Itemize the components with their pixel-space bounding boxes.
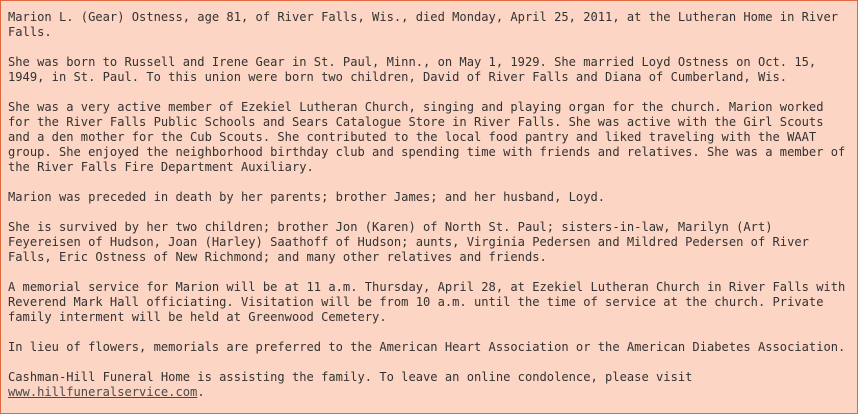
obituary-paragraph-6: A memorial service for Marion will be at 11 a.m. Thursday, April 28, at Ezekiel Lutheran Church in River Falls with Reverend Mark Hall officiating. Visitation will be from 10 a.m. until the time of service at the church. Private family interment will be held at Greenwood Cemetery. bbox=[8, 280, 846, 324]
obituary-paragraph-4: Marion was preceded in death by her parents; brother James; and her husband, Loyd. bbox=[8, 190, 606, 204]
obituary-paragraph-5: She is survived by her two children; brother Jon (Karen) of North St. Paul; sisters-in-law, Marilyn (Art) Feyereisen of Hudson, Joan (Harley) Saathoff of Hudson; aunts, Virginia Pedersen and Mildred Pedersen of River Falls, Eric Ostness of New Richmond; and many other relatives and friends. bbox=[8, 220, 809, 264]
obituary-closing-paragraph bbox=[8, 370, 850, 400]
obituary-paragraph-1: Marion L. (Gear) Ostness, age 81, of River Falls, Wis., died Monday, April 25, 2011, at the Lutheran Home in River Falls. bbox=[8, 10, 839, 39]
obituary-paragraph-3: She was a very active member of Ezekiel Lutheran Church, singing and playing organ for the church. Marion worked for the River Falls Public Schools and Sears Catalogue Store in River Falls. She was active with the Girl Scouts and a den mother for the Cub Scouts. She contributed to the local food pantry and liked traveling with the WAAT group. She enjoyed the neighborhood birthday club and spending time with friends and relatives. She was a member of the River Falls Fire Department Auxiliary. bbox=[8, 100, 846, 174]
funeral-home-link[interactable]: www.hillfuneralservice.com bbox=[8, 385, 198, 399]
obituary-paragraph-7: In lieu of flowers, memorials are preferred to the American Heart Association or the American Diabetes Association. bbox=[8, 340, 846, 354]
closing-suffix: . bbox=[197, 385, 205, 399]
obituary-paragraph-2: She was born to Russell and Irene Gear in St. Paul, Minn., on May 1, 1929. She married Loyd Ostness on Oct. 15, 1949, in St. Paul. To this union were born two children, David of River Falls and Diana of Cumberland, Wis. bbox=[8, 55, 817, 84]
closing-text: Cashman-Hill Funeral Home is assisting the family. To leave an online condolence, please visit bbox=[8, 370, 693, 384]
